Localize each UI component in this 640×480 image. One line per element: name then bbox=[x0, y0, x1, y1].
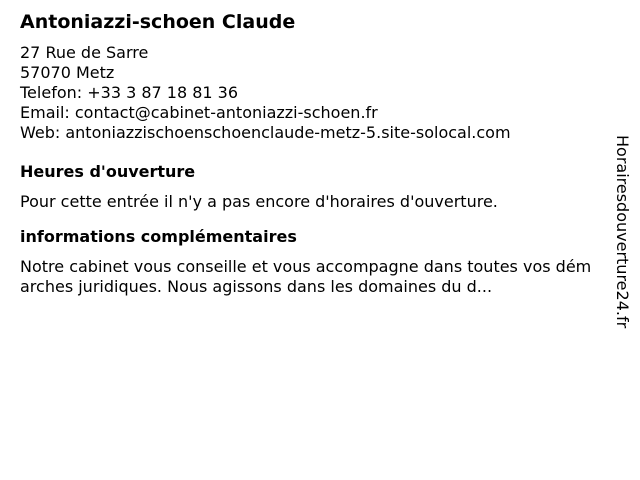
opening-hours-heading: Heures d'ouverture bbox=[20, 162, 196, 181]
additional-info-text: Notre cabinet vous conseille et vous accompagne dans toutes vos démarches juridiques. Nous agissons dans les domaines du d... bbox=[20, 257, 592, 296]
website-line: Web: antoniazzischoenschoenclaude-metz-5.site-solocal.com bbox=[20, 123, 511, 142]
street-address: 27 Rue de Sarre bbox=[20, 43, 149, 62]
business-name: Antoniazzi-schoen Claude bbox=[20, 11, 296, 33]
contact-block bbox=[20, 43, 595, 143]
business-card bbox=[20, 10, 595, 297]
phone-line: Telefon: +33 3 87 18 81 36 bbox=[20, 83, 239, 102]
email-line: Email: contact@cabinet-antoniazzi-schoen.fr bbox=[20, 103, 378, 122]
city-postcode: 57070 Metz bbox=[20, 63, 115, 82]
site-watermark: Horairesdouverture24.fr bbox=[613, 135, 632, 329]
opening-hours-text: Pour cette entrée il n'y a pas encore d'horaires d'ouverture. bbox=[20, 192, 498, 211]
additional-info-heading: informations complémentaires bbox=[20, 227, 297, 246]
